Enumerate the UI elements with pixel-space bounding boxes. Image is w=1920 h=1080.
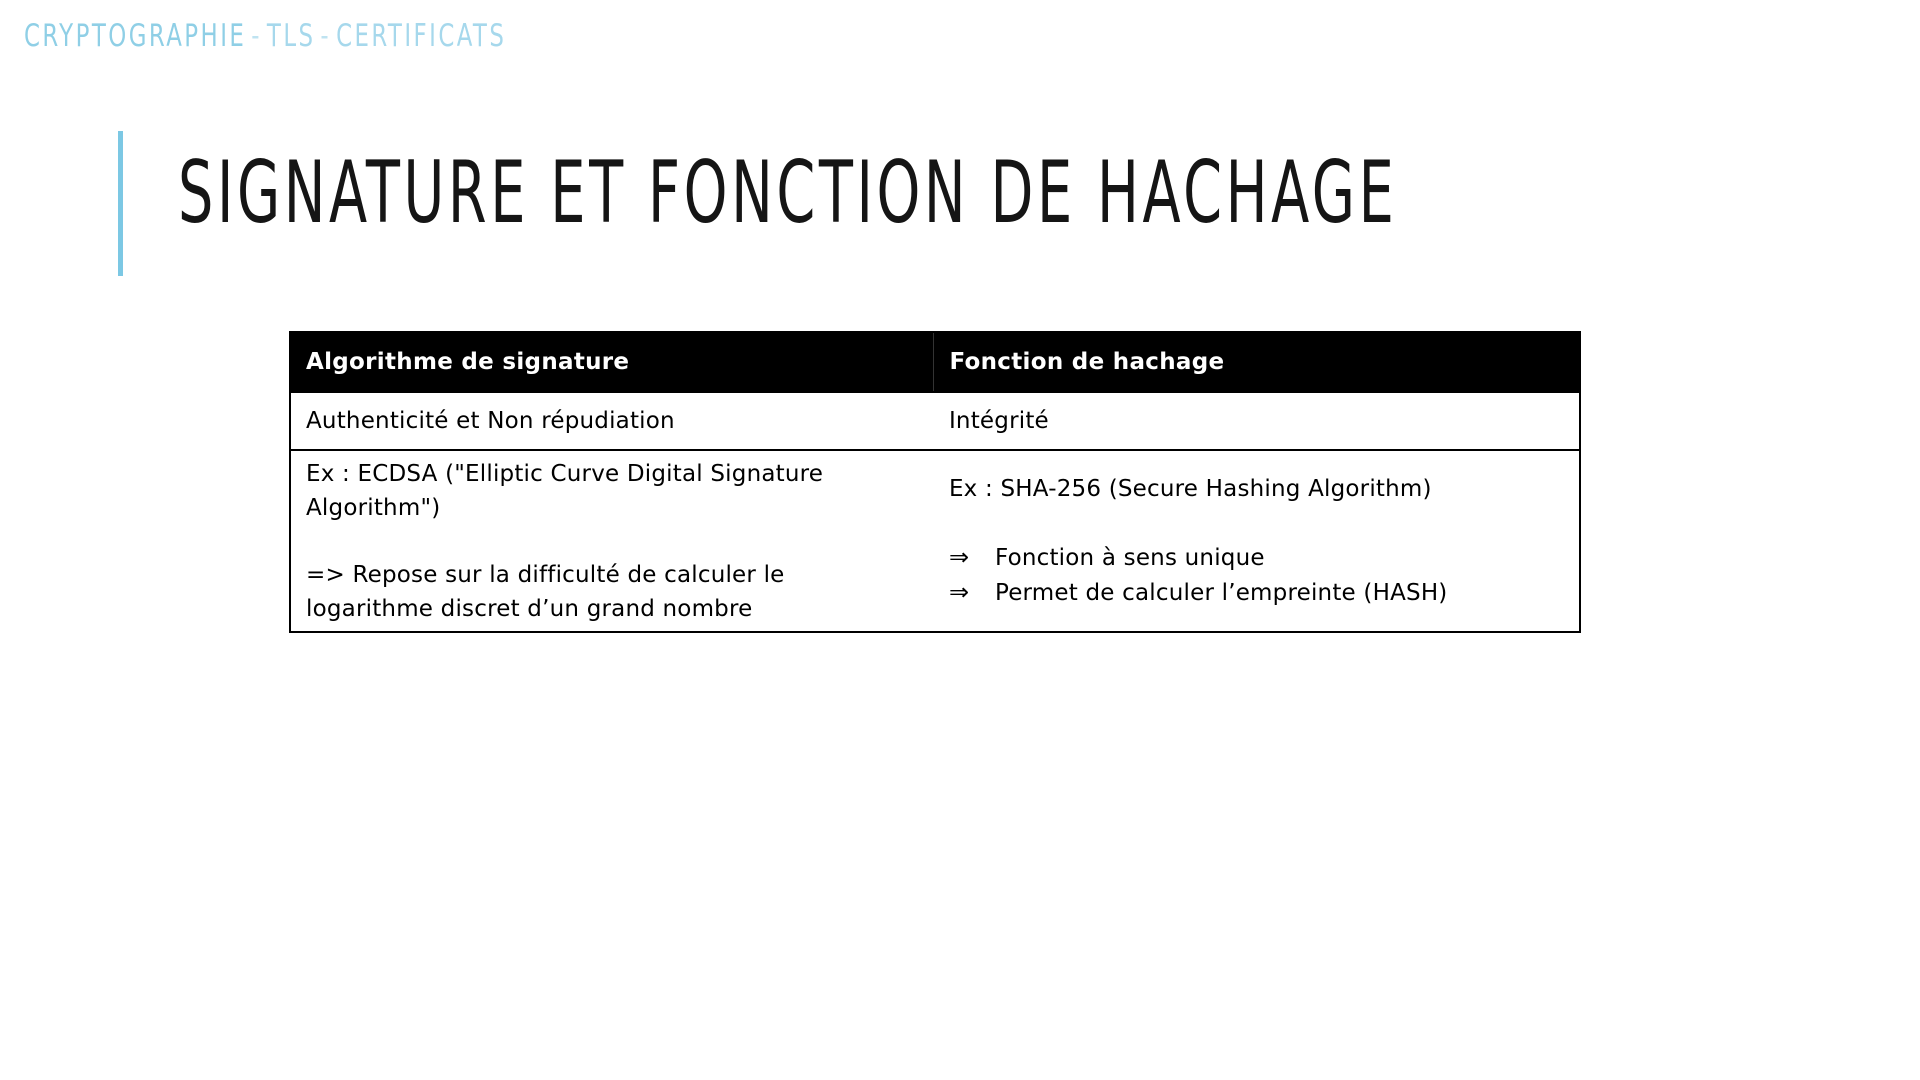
double-arrow-icon: ⇒ bbox=[948, 578, 970, 606]
breadcrumb bbox=[24, 18, 506, 54]
breadcrumb-separator: - bbox=[251, 18, 262, 54]
breadcrumb-subtopic-certificats: CERTIFICATS bbox=[336, 18, 507, 54]
double-arrow-icon: ⇒ bbox=[948, 543, 970, 571]
cell-signature-purpose: Authenticité et Non répudiation bbox=[290, 392, 934, 450]
header-hash-function: Fonction de hachage bbox=[934, 332, 1580, 392]
cell-hash-example bbox=[934, 450, 1580, 632]
hash-example-text: Ex : SHA-256 (Secure Hashing Algorithm) bbox=[948, 476, 1432, 502]
list-item bbox=[949, 575, 1564, 610]
cell-signature-example bbox=[290, 450, 934, 632]
signature-example-text: Ex : ECDSA ("Elliptic Curve Digital Signature Algorithm") bbox=[306, 460, 824, 521]
list-item bbox=[949, 540, 1564, 575]
header-signature-algorithm: Algorithme de signature bbox=[290, 332, 934, 392]
table-row bbox=[290, 392, 1580, 450]
comparison-table bbox=[289, 331, 1581, 633]
page-title: SIGNATURE ET FONCTION DE HACHAGE bbox=[178, 143, 1398, 243]
title-accent-bar bbox=[118, 131, 123, 276]
breadcrumb-subtopic-tls: TLS bbox=[266, 18, 316, 54]
hash-bullet-text: Fonction à sens unique bbox=[994, 545, 1265, 571]
signature-note-text: => Repose sur la difficulté de calculer le logarithme discret d’un grand nombre bbox=[306, 561, 785, 622]
hash-bullet-text: Permet de calculer l’empreinte (HASH) bbox=[994, 580, 1448, 606]
breadcrumb-separator: - bbox=[320, 18, 332, 54]
table-row bbox=[290, 450, 1580, 632]
breadcrumb-topic: CRYPTOGRAPHIE bbox=[24, 18, 247, 54]
cell-hash-purpose: Intégrité bbox=[934, 392, 1580, 450]
table-header-row bbox=[290, 332, 1580, 392]
